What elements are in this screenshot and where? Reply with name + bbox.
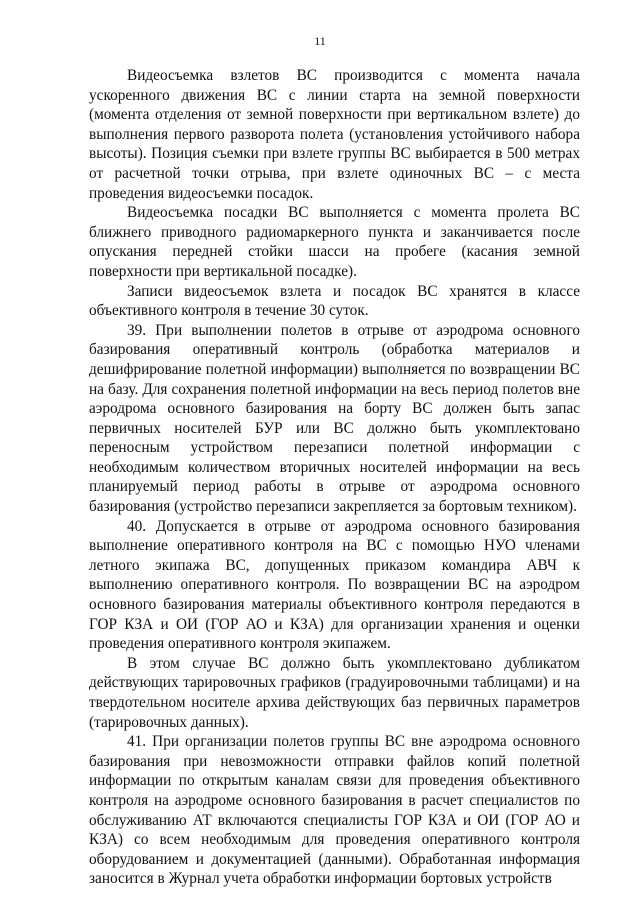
paragraph-video-storage: Записи видеосъемок взлета и посадок ВС хранятся в классе объективного контроля в течение 30 суток. xyxy=(89,282,580,320)
paragraph-39: 39. При выполнении полетов в отрыве от аэродрома основного базирования оперативный контроль (обработка материалов и дешифрирование полетной информации) выполняется по возвращении ВС на базу. Для сохранения полетной информации на весь период полетов вне аэродрома основного базирования на борту ВС должен быть запас первичных носителей БУР или ВС должно быть укомплектовано переносным устройством перезаписи полетной информации с необходимым количеством вторичных носителей информации на весь планируемый период работы в отрыве от аэродрома основного базирования (устройство перезаписи закрепляется за бортовым техником). xyxy=(89,321,580,516)
paragraph-40-addendum: В этом случае ВС должно быть укомплектовано дубликатом действующих тарировочных графиков (градуировочными таблицами) и на твердотельном носителе архива действующих баз первичных параметров (тарировочных данных). xyxy=(89,654,580,731)
paragraph-landing-video: Видеосъемка посадки ВС выполняется с момента пролета ВС ближнего приводного радиомаркерного пункта и заканчивается после опускания передней стойки шасси на пробеге (касания земной поверхности при вертикальной посадке). xyxy=(89,204,580,280)
page-number: 11 xyxy=(314,34,326,48)
paragraph-41: 41. При организации полетов группы ВС вне аэродрома основного базирования при невозможности отправки файлов копий полетной информации по открытым каналам связи для проведения объективного контроля на аэродроме основного базирования в расчет специалистов по обслуживанию АТ включаются специалисты ГОР КЗА и ОИ (ГОР АО и КЗА) со всем необходимым для проведения оперативного контроля оборудованием и документацией (данными). Обработанная информация заносится в Журнал учета обработки информации бортовых устройств xyxy=(89,733,580,888)
document-body xyxy=(89,66,580,889)
paragraph-takeoff-video: Видеосъемка взлетов ВС производится с момента начала ускоренного движения ВС с линии старта на земной поверхности (момента отделения от земной поверхности при вертикальном взлете) до выполнения первого разворота полета (установления устойчивого набора высоты). Позиция съемки при взлете группы ВС выбирается в 500 метрах от расчетной точки отрыва, при взлете одиночных ВС – с места проведения видеосъемки посадок. xyxy=(89,67,580,202)
paragraph-40: 40. Допускается в отрыве от аэродрома основного базирования выполнение оперативного контроля на ВС с помощью НУО членами летного экипажа ВС, допущенных приказом командира АВЧ к выполнению оперативного контроля. По возвращении ВС на аэродром основного базирования материалы объективного контроля передаются в ГОР КЗА и ОИ (ГОР АО и КЗА) для организации хранения и оценки проведения оперативного контроля экипажем. xyxy=(89,517,580,653)
